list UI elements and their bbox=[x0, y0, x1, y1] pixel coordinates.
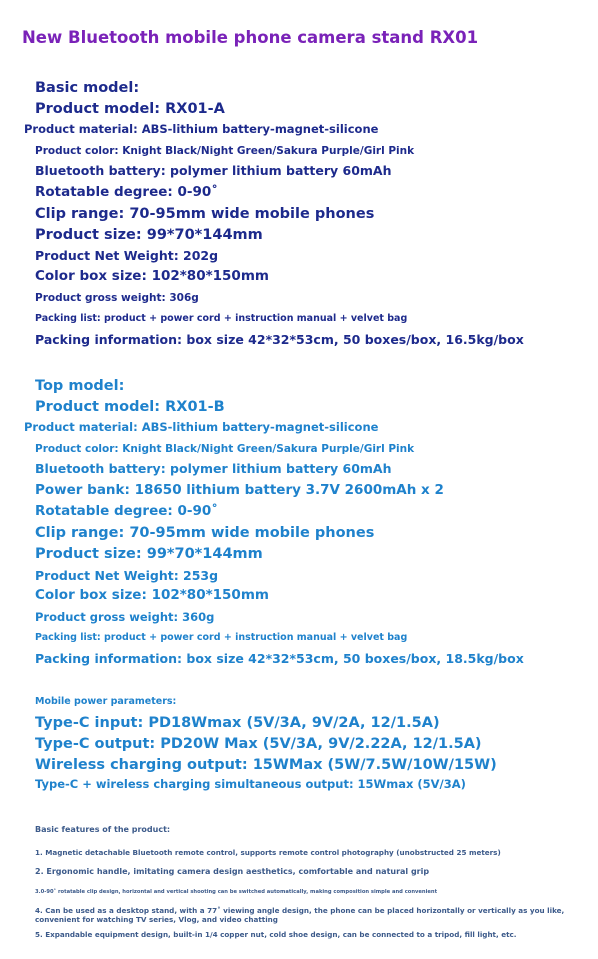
feature-3: 3.0-90˚ rotatable clip design, horizontal and vertical shooting can be switched automatically, making composition simple and convenient bbox=[35, 889, 438, 895]
basic-box-size: Color box size: 102*80*150mm bbox=[35, 268, 269, 284]
basic-material: Product material: ABS-lithium battery-magnet-silicone bbox=[24, 122, 379, 136]
basic-rotation: Rotatable degree: 0-90˚ bbox=[35, 184, 219, 200]
power-wireless-output: Wireless charging output: 15WMax (5W/7.5W/10W/15W) bbox=[35, 757, 497, 773]
top-size: Product size: 99*70*144mm bbox=[35, 546, 263, 562]
top-model-heading: Top model: bbox=[35, 378, 125, 394]
top-clip: Clip range: 70-95mm wide mobile phones bbox=[35, 525, 375, 541]
top-packing-list: Packing list: product + power cord + instruction manual + velvet bag bbox=[35, 632, 408, 643]
top-net-weight: Product Net Weight: 253g bbox=[35, 568, 219, 583]
basic-packing-info: Packing information: box size 42*32*53cm, 50 boxes/box, 16.5kg/box bbox=[35, 332, 524, 347]
feature-2: 2. Ergonomic handle, imitating camera design aesthetics, comfortable and natural grip bbox=[35, 867, 430, 876]
basic-battery: Bluetooth battery: polymer lithium battery 60mAh bbox=[35, 163, 392, 178]
top-box-size: Color box size: 102*80*150mm bbox=[35, 587, 269, 603]
page-title: New Bluetooth mobile phone camera stand RX01 bbox=[22, 28, 479, 47]
power-typec-output: Type-C output: PD20W Max (5V/3A, 9V/2.22A, 12/1.5A) bbox=[35, 736, 482, 752]
basic-model-heading: Basic model: bbox=[35, 80, 140, 96]
feature-5: 5. Expandable equipment design, built-in 1/4 copper nut, cold shoe design, can be connected to a tripod, fill light, etc. bbox=[35, 930, 517, 939]
feature-1: 1. Magnetic detachable Bluetooth remote control, supports remote control photography (unobstructed 25 meters) bbox=[35, 848, 501, 857]
power-heading: Mobile power parameters: bbox=[35, 696, 177, 707]
basic-gross-weight: Product gross weight: 306g bbox=[35, 292, 199, 304]
basic-packing-list: Packing list: product + power cord + instruction manual + velvet bag bbox=[35, 313, 408, 324]
top-battery: Bluetooth battery: polymer lithium battery 60mAh bbox=[35, 461, 392, 476]
power-typec-input: Type-C input: PD18Wmax (5V/3A, 9V/2A, 12/1.5A) bbox=[35, 715, 440, 731]
features-heading: Basic features of the product: bbox=[35, 825, 171, 834]
basic-clip: Clip range: 70-95mm wide mobile phones bbox=[35, 206, 375, 222]
power-simultaneous-output: Type-C + wireless charging simultaneous output: 15Wmax (5V/3A) bbox=[35, 777, 466, 791]
basic-color: Product color: Knight Black/Night Green/Sakura Purple/Girl Pink bbox=[35, 145, 415, 157]
top-rotation: Rotatable degree: 0-90˚ bbox=[35, 503, 219, 519]
top-gross-weight: Product gross weight: 360g bbox=[35, 610, 215, 624]
basic-model-number: Product model: RX01-A bbox=[35, 101, 225, 117]
top-color: Product color: Knight Black/Night Green/Sakura Purple/Girl Pink bbox=[35, 443, 415, 455]
top-material: Product material: ABS-lithium battery-magnet-silicone bbox=[24, 420, 379, 434]
top-model-number: Product model: RX01-B bbox=[35, 399, 225, 415]
top-packing-info: Packing information: box size 42*32*53cm, 50 boxes/box, 18.5kg/box bbox=[35, 651, 524, 666]
feature-4: 4. Can be used as a desktop stand, with a 77˚ viewing angle design, the phone can be placed horizontally or vertically as you like, convenient for watching TV series, Vlog, and video chatting bbox=[35, 906, 565, 925]
basic-net-weight: Product Net Weight: 202g bbox=[35, 248, 219, 263]
top-power-bank: Power bank: 18650 lithium battery 3.7V 2600mAh x 2 bbox=[35, 482, 444, 498]
basic-size: Product size: 99*70*144mm bbox=[35, 227, 263, 243]
